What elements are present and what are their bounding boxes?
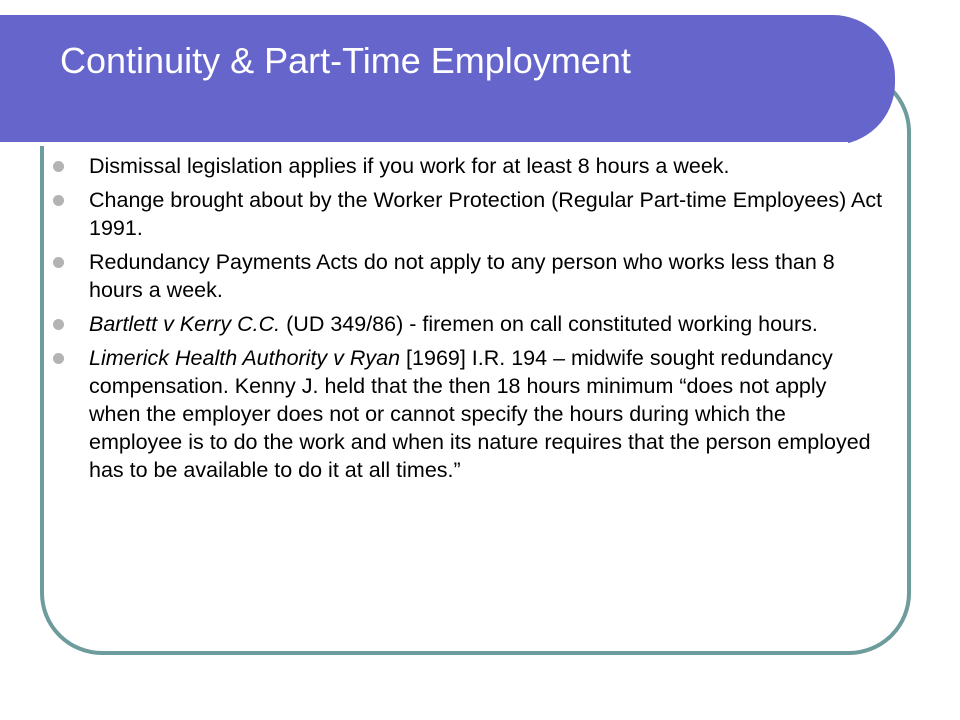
title-underline [0,142,848,146]
bullet-text: [1969] I.R. 194 – midwife sought redundancy compensation. Kenny J. held that the then 18 hours minimum “does not apply when the employer does not or cannot specify the hours during which the employee is to do the work and when its nature requires that the person employed has to be available to do it at all times.” [89,346,871,482]
bullet-dot-icon [53,353,64,364]
bullet-text: Dismissal legislation applies if you work for at least 8 hours a week. [89,154,730,178]
bullet-dot-icon [53,319,64,330]
bullet-item [53,344,883,484]
bullet-text: Redundancy Payments Acts do not apply to any person who works less than 8 hours a week. [89,250,835,302]
bullet-item [53,310,883,338]
case-name: Bartlett v Kerry C.C. [89,312,281,336]
bullet-item [53,248,883,304]
case-name: Limerick Health Authority v Ryan [89,346,401,370]
bullet-dot-icon [53,161,64,172]
bullet-text: Change brought about by the Worker Protection (Regular Part-time Employees) Act 1991. [89,188,883,240]
bullet-text: (UD 349/86) - firemen on call constituted working hours. [280,312,818,336]
bullet-dot-icon [53,195,64,206]
bullet-item [53,186,883,242]
bullet-list [53,152,883,490]
bullet-dot-icon [53,257,64,268]
bullet-item [53,152,883,180]
slide-title: Continuity & Part-Time Employment [60,40,631,81]
